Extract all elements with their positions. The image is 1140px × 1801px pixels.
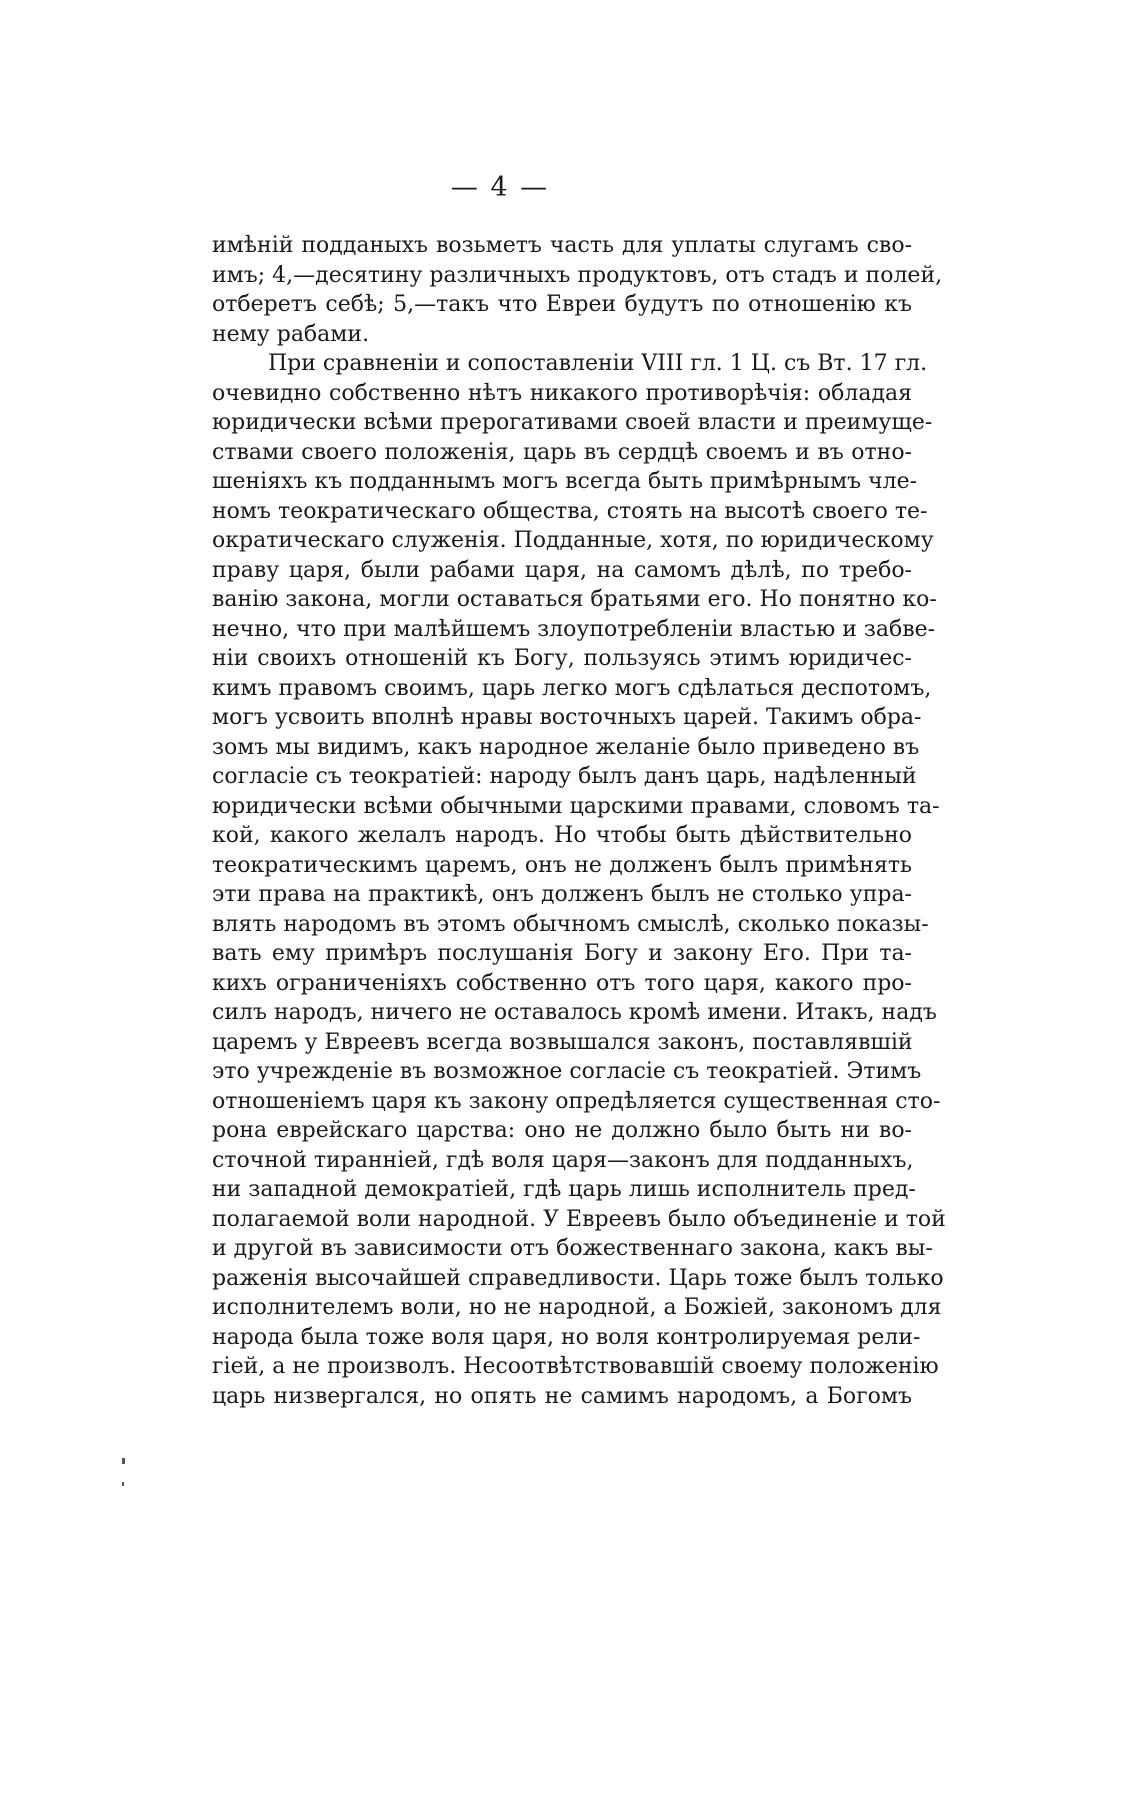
text-line: кимъ правомъ своимъ, царь легко могъ сдѣлаться деспотомъ, — [212, 675, 932, 701]
text-line: могъ усвоить вполнѣ нравы восточныхъ царей. Такимъ обра- — [212, 705, 922, 730]
scan-speck — [122, 1458, 125, 1464]
text-line: шеніяхъ къ подданнымъ могъ всегда быть примѣрнымъ чле- — [212, 469, 918, 494]
text-line: кихъ ограниченіяхъ собственно отъ того царя, какого про- — [212, 970, 912, 996]
text-line: влять народомъ въ этомъ обычномъ смыслѣ, сколько показы- — [212, 911, 929, 937]
text-line: согласіе съ теократіей: народу былъ данъ царь, надѣленный — [212, 764, 917, 789]
scan-speck — [122, 1482, 124, 1486]
text-line: ніи своихъ отношеній къ Богу, пользуясь этимъ юридичес- — [212, 646, 912, 671]
text-line: отношеніемъ царя къ закону опредѣляется существенная сто- — [212, 1088, 941, 1114]
text-line: праву царя, были рабами царя, на самомъ дѣлѣ, по требо- — [212, 557, 912, 583]
text-line: ократическаго служенія. Подданные, хотя, по юридическому — [212, 528, 934, 553]
text-line: теократическимъ царемъ, онъ не долженъ былъ примѣнять — [212, 852, 912, 878]
text-line: и другой въ зависимости отъ божественнаго закона, какъ вы- — [212, 1236, 933, 1261]
text-line: вать ему примѣръ послушанія Богу и закону Его. При та- — [212, 941, 912, 966]
text-line: ванію закона, могли оставаться братьями его. Но понятно ко- — [212, 587, 937, 612]
page-number: — 4 — — [450, 172, 550, 203]
text-line: исполнителемъ воли, но не народной, а Божіей, закономъ для — [212, 1295, 942, 1320]
text-line: рона еврейскаго царства: оно не должно было быть ни во- — [212, 1118, 912, 1143]
text-line: ствами своего положенія, царь въ сердцѣ своемъ и въ отно- — [212, 439, 912, 465]
text-line: юридически всѣми обычными царскими правами, словомъ та- — [212, 793, 940, 819]
text-line: номъ теократическаго общества, стоять на высотѣ своего те- — [212, 498, 928, 524]
text-line: царь низвергался, но опять не самимъ народомъ, а Богомъ — [212, 1383, 912, 1409]
text-line: это учрежденіе въ возможное согласіе съ теократіей. Этимъ — [212, 1059, 922, 1084]
text-line: эти права на практикѣ, онъ долженъ былъ не столько упра- — [212, 882, 912, 907]
text-line: юридически всѣми прерогативами своей власти и преимуще- — [212, 410, 933, 435]
text-line: кой, какого желалъ народъ. Но чтобы быть дѣйствительно — [212, 823, 912, 848]
text-line: раженія высочайшей справедливости. Царь тоже былъ только — [212, 1265, 944, 1291]
text-line: царемъ у Евреевъ всегда возвышался законъ, поставлявшій — [212, 1029, 913, 1055]
text-line: очевидно собственно нѣтъ никакого противорѣчія: обладая — [212, 380, 912, 406]
text-line: нему рабами. — [212, 321, 370, 347]
text-line: отберетъ себѣ; 5,—такъ что Евреи будутъ по отношенію къ — [212, 292, 912, 317]
text-line: сточной тиранніей, гдѣ воля царя—законъ для подданныхъ, — [212, 1147, 914, 1173]
text-line: народа была тоже воля царя, но воля контролируемая рели- — [212, 1324, 921, 1350]
paragraph-first-line: При сравненіи и сопоставленіи VIII гл. 1 Ц. съ Вт. 17 гл. — [268, 351, 928, 376]
text-line: имѣній подданыхъ возьметъ часть для уплаты слугамъ сво- — [212, 233, 912, 258]
text-line: гіей, а не произволъ. Несоотвѣтствовавшій своему положенію — [212, 1354, 939, 1379]
text-line: силъ народъ, ничего не оставалось кромѣ имени. Итакъ, надъ — [212, 1000, 937, 1025]
text-line: ни западной демократіей, гдѣ царь лишь исполнитель пред- — [212, 1177, 916, 1202]
text-line: полагаемой воли народной. У Евреевъ было объединеніе и той — [212, 1206, 946, 1232]
text-line: имъ; 4,—десятину различныхъ продуктовъ, отъ стадъ и полей, — [212, 262, 943, 288]
text-line: нечно, что при малѣйшемъ злоупотребленіи властью и забве- — [212, 616, 936, 642]
text-column — [212, 231, 946, 1411]
text-line: зомъ мы видимъ, какъ народное желаніе было приведено въ — [212, 734, 920, 760]
